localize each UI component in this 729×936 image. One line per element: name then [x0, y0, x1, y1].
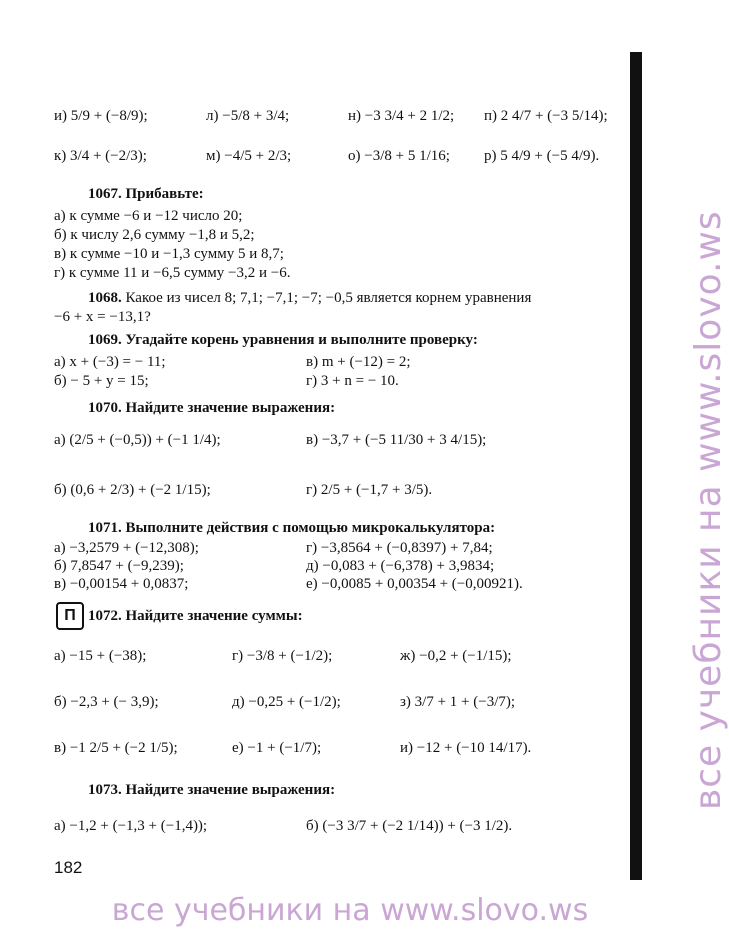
exercise-1072-item-a: а) −15 + (−38);	[54, 648, 147, 664]
exercise-1072-item-g: г) −3/8 + (−1/2);	[232, 648, 333, 664]
exercise-1068-line1	[88, 290, 531, 307]
book-marker-icon: П	[56, 602, 84, 630]
exercise-number: 1068.	[88, 290, 122, 306]
expr-k: к) 3/4 + (−2/3);	[54, 148, 147, 164]
expr-i: и) 5/9 + (−8/9);	[54, 108, 148, 124]
exercise-1071-item-g: г) −3,8564 + (−0,8397) + 7,84;	[306, 540, 493, 556]
exercise-1067-heading	[88, 186, 204, 203]
exercise-1069-item-v: в) m + (−12) = 2;	[306, 354, 411, 370]
exercise-1072-item-i: и) −12 + (−10 14/17).	[400, 740, 532, 756]
exercise-1073-item-b: б) (−3 3/7 + (−2 1/14)) + (−3 1/2).	[306, 818, 513, 834]
exercise-number: 1071.	[88, 520, 122, 536]
exercise-1070-item-g: г) 2/5 + (−1,7 + 3/5).	[306, 482, 433, 498]
page-edge-bar	[630, 52, 642, 880]
exercise-1072-heading	[88, 608, 303, 625]
exercise-1071-item-d: д) −0,083 + (−6,378) + 3,9834;	[306, 558, 495, 574]
page-number: 182	[54, 858, 83, 877]
expr-p: п) 2 4/7 + (−3 5/14);	[484, 108, 608, 124]
exercise-1070-heading	[88, 400, 335, 417]
exercise-1071-item-b: б) 7,8547 + (−9,239);	[54, 558, 184, 574]
exercise-1072-item-b: б) −2,3 + (− 3,9);	[54, 694, 159, 710]
exercise-1068-line2: −6 + x = −13,1?	[54, 309, 151, 325]
exercise-title: Найдите значение выражения:	[125, 400, 336, 416]
exercise-number: 1069.	[88, 332, 122, 348]
exercise-1070-item-b: б) (0,6 + 2/3) + (−2 1/15);	[54, 482, 211, 498]
exercise-1067-item-g: г) к сумме 11 и −6,5 сумму −3,2 и −6.	[54, 265, 291, 281]
exercise-title: Выполните действия с помощью микрокалькулятора:	[125, 520, 496, 536]
exercise-number: 1070.	[88, 400, 122, 416]
exercise-1069-item-g: г) 3 + n = − 10.	[306, 373, 399, 389]
exercise-1072-item-d: д) −0,25 + (−1/2);	[232, 694, 341, 710]
watermark-bottom: все учебники на www.slovo.ws	[111, 893, 589, 928]
exercise-1072-item-zh: ж) −0,2 + (−1/15);	[400, 648, 512, 664]
exercise-1071-item-e: е) −0,0085 + 0,00354 + (−0,00921).	[306, 576, 523, 592]
exercise-1069-item-b: б) − 5 + y = 15;	[54, 373, 149, 389]
exercise-1072-item-e: е) −1 + (−1/7);	[232, 740, 322, 756]
exercise-1067-item-v: в) к сумме −10 и −1,3 сумму 5 и 8,7;	[54, 246, 284, 262]
exercise-number: 1073.	[88, 782, 122, 798]
exercise-title: Прибавьте:	[125, 186, 204, 202]
exercise-1073-item-a: а) −1,2 + (−1,3 + (−1,4));	[54, 818, 208, 834]
expr-o: о) −3/8 + 5 1/16;	[348, 148, 450, 164]
exercise-1072-item-v: в) −1 2/5 + (−2 1/5);	[54, 740, 178, 756]
exercise-1071-item-a: а) −3,2579 + (−12,308);	[54, 540, 199, 556]
expr-r: р) 5 4/9 + (−5 4/9).	[484, 148, 600, 164]
exercise-1073-heading	[88, 782, 335, 799]
exercise-1067-item-a: а) к сумме −6 и −12 число 20;	[54, 208, 243, 224]
expr-n: н) −3 3/4 + 2 1/2;	[348, 108, 455, 124]
exercise-title: Найдите значение выражения:	[125, 782, 336, 798]
exercise-number: 1067.	[88, 186, 122, 202]
exercise-1071-item-v: в) −0,00154 + 0,0837;	[54, 576, 189, 592]
exercise-title: Найдите значение суммы:	[125, 608, 303, 624]
exercise-1071-heading	[88, 520, 495, 537]
exercise-1070-item-a: а) (2/5 + (−0,5)) + (−1 1/4);	[54, 432, 221, 448]
watermark-vertical-text: все учебники на www.slovo.ws	[688, 210, 729, 810]
exercise-1067-item-b: б) к числу 2,6 сумму −1,8 и 5,2;	[54, 227, 255, 243]
exercise-title: Угадайте корень уравнения и выполните проверку:	[125, 332, 478, 348]
exercise-1070-item-v: в) −3,7 + (−5 11/30 + 3 4/15);	[306, 432, 487, 448]
exercise-1069-item-a: а) x + (−3) = − 11;	[54, 354, 166, 370]
exercise-1072-item-z: з) 3/7 + 1 + (−3/7);	[400, 694, 516, 710]
expr-l: л) −5/8 + 3/4;	[206, 108, 290, 124]
exercise-1069-heading	[88, 332, 478, 349]
expr-m: м) −4/5 + 2/3;	[206, 148, 292, 164]
watermark-vertical	[648, 120, 729, 820]
exercise-number: 1072.	[88, 608, 122, 624]
exercise-text: Какое из чисел 8; 7,1; −7,1; −7; −0,5 является корнем уравнения	[125, 290, 532, 306]
